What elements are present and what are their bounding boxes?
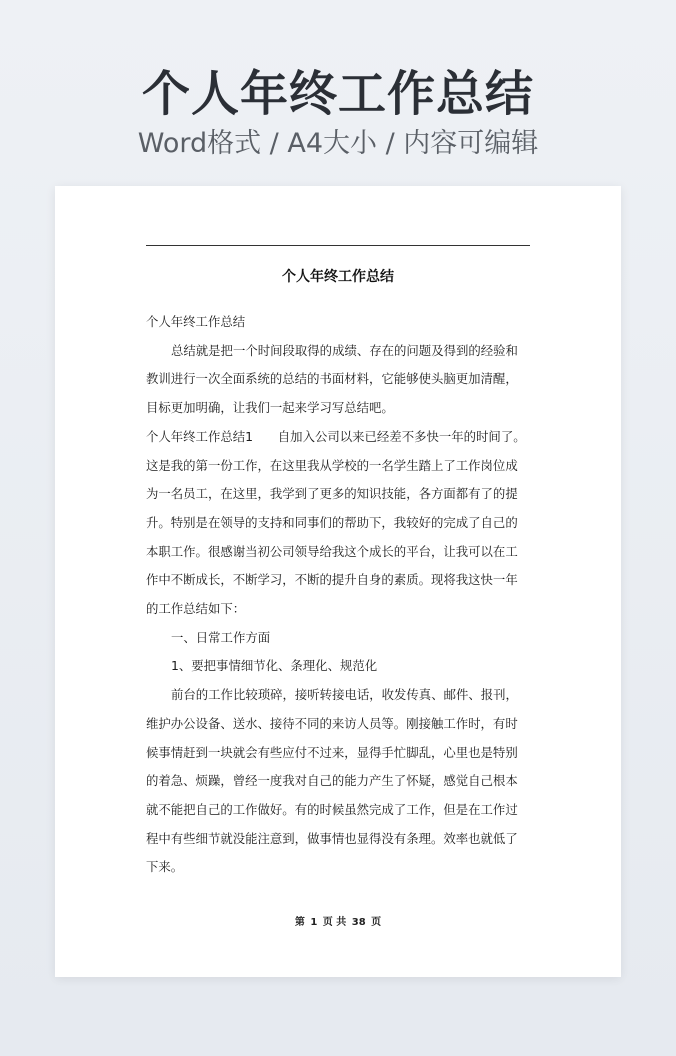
subsection-heading: 1、要把事情细节化、条理化、规范化 [171, 658, 378, 674]
footer-label-end: 页 [371, 917, 382, 928]
body-line: 个人年终工作总结1 自加入公司以来已经差不多快一年的时间了。 [146, 428, 526, 444]
body-line: 的着急、烦躁，曾经一度我对自己的能力产生了怀疑，感觉自己根本 [146, 773, 518, 789]
body-line: 个人年终工作总结 [146, 314, 246, 329]
header-rule [146, 245, 530, 246]
body-line: 作中不断成长，不断学习，不断的提升自身的素质。现将我这快一年 [146, 572, 518, 588]
body-line: 这是我的第一份工作，在这里我从学校的一名学生踏上了工作岗位成 [146, 457, 518, 473]
body-line: 就不能把自己的工作做好。有的时候虽然完成了工作，但是在工作过 [146, 801, 518, 817]
body-line: 本职工作。很感谢当初公司领导给我这个成长的平台，让我可以在工 [146, 543, 518, 559]
body-line: 为一名员工，在这里，我学到了更多的知识技能，各方面都有了的提 [146, 486, 518, 502]
body-line: 总结就是把一个时间段取得的成绩、存在的问题及得到的经验和 [171, 342, 518, 358]
banner-subtitle: Word格式 / A4大小 / 内容可编辑 [137, 128, 539, 159]
body-line: 候事情赶到一块就会有些应付不过来，显得手忙脚乱，心里也是特别 [146, 744, 518, 760]
banner-title: 个人年终工作总结 [141, 66, 534, 122]
document-body [146, 308, 536, 882]
footer-page-number: 1 [310, 917, 318, 928]
body-line: 升。特别是在领导的支持和同事们的帮助下，我较好的完成了自己的 [146, 514, 518, 530]
document-page [55, 186, 621, 977]
body-line: 教训进行一次全面系统的总结的书面材料，它能够使头脑更加清醒， [146, 371, 518, 387]
body-line: 前台的工作比较琐碎，接听转接电话，收发传真、邮件、报刊， [171, 687, 518, 703]
section-heading: 一、日常工作方面 [171, 629, 271, 645]
body-line: 的工作总结如下： [146, 601, 246, 617]
body-line: 目标更加明确，让我们一起来学习写总结吧。 [146, 400, 394, 416]
footer-label-of: 页 共 [322, 917, 347, 928]
body-line: 程中有些细节就没能注意到，做事情也显得没有条理。效率也就低了 [146, 830, 518, 846]
footer-total-pages: 38 [351, 917, 366, 928]
banner-header [0, 64, 676, 162]
body-line: 下来。 [146, 859, 184, 875]
document-title: 个人年终工作总结 [282, 269, 394, 285]
page-footer [55, 913, 621, 928]
footer-label-page: 第 [294, 917, 305, 928]
body-line: 维护办公设备、送水、接待不同的来访人员等。刚接触工作时，有时 [146, 715, 518, 731]
